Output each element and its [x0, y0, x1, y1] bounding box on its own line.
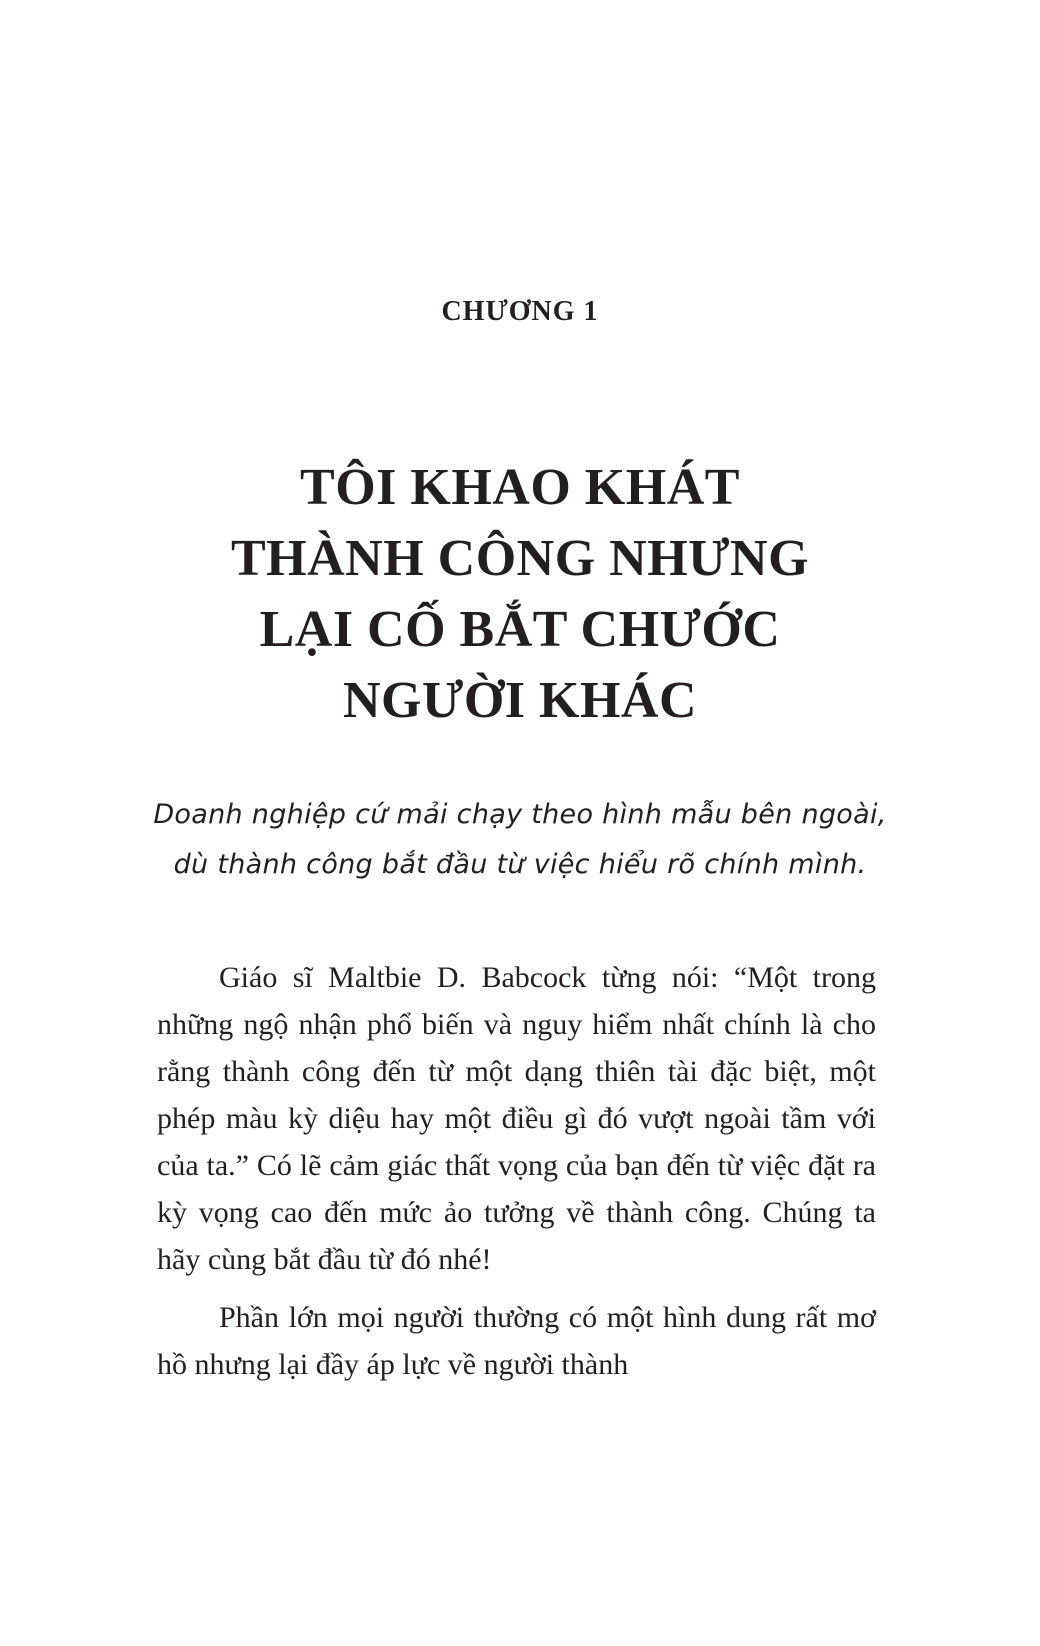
epigraph — [120, 790, 920, 890]
chapter-title-line: NGƯỜI KHÁC — [342, 672, 698, 729]
epigraph-line: dù thành công bắt đầu từ việc hiểu rõ chính mình. — [173, 849, 867, 880]
chapter-label: CHƯƠNG 1 — [441, 296, 599, 327]
chapter-title-line: TÔI KHAO KHÁT — [300, 459, 740, 516]
chapter-title-line: LẠI CỐ BẮT CHƯỚC — [259, 601, 781, 658]
body-paragraph: Phần lớn mọi người thường có một hình dung rất mơ hồ nhưng lại đầy áp lực về người thành — [157, 1301, 876, 1381]
chapter-title — [120, 452, 920, 736]
chapter-title-line: THÀNH CÔNG NHƯNG — [230, 530, 810, 587]
body-text — [157, 954, 876, 1399]
body-paragraph: Giáo sĩ Maltbie D. Babcock từng nói: “Một trong những ngộ nhận phổ biến và nguy hiểm nhất chính là cho rằng thành công đến từ một dạng thiên tài đặc biệt, một phép màu kỳ diệu hay một điều gì đó vượt ngoài tầm với của ta.” Có lẽ cảm giác thất vọng của bạn đến từ việc đặt ra kỳ vọng cao đến mức ảo tưởng về thành công. Chúng ta hãy cùng bắt đầu từ đó nhé! — [157, 961, 876, 1276]
epigraph-line: Doanh nghiệp cứ mải chạy theo hình mẫu bên ngoài, — [153, 799, 887, 830]
